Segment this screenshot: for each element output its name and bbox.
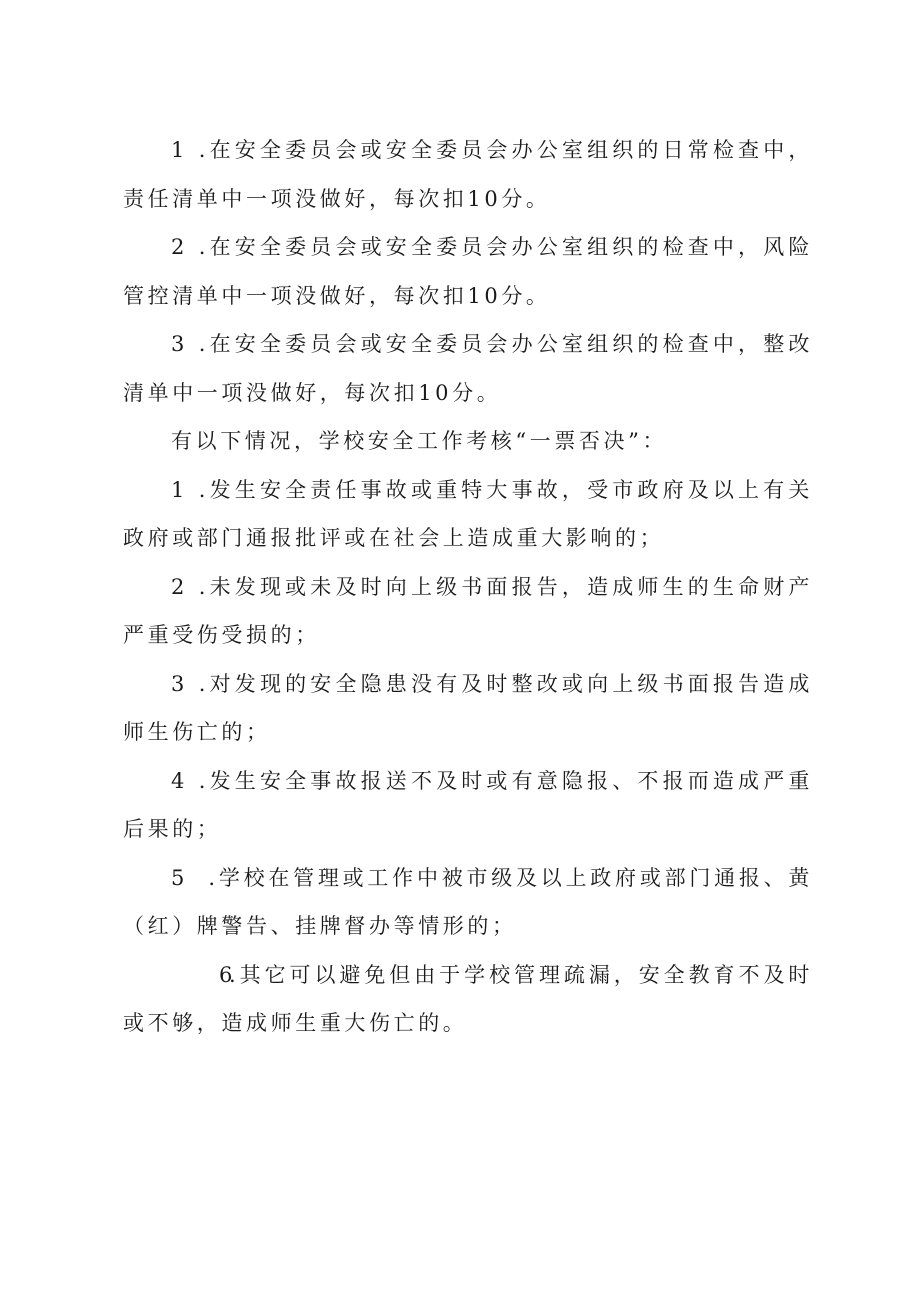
paragraph-3: 3 .在安全委员会或安全委员会办公室组织的检查中，整改清单中一项没做好，每次扣10分。	[123, 332, 813, 405]
paragraph-veto-4: 4 .发生安全事故报送不及时或有意隐报、不报而造成严重后果的；	[123, 768, 813, 841]
paragraph-veto-2: 2 .未发现或未及时向上级书面报告，造成师生的生命财产严重受伤受损的；	[123, 574, 813, 647]
item-number: 6	[219, 962, 233, 987]
document-body	[123, 126, 813, 1048]
paragraph-veto-1: 1 .发生安全责任事故或重特大事故，受市政府及以上有关政府或部门通报批评或在社会上造成重大影响的；	[123, 477, 813, 550]
paragraph-2: 2 .在安全委员会或安全委员会办公室组织的检查中，风险管控清单中一项没做好，每次扣10分。	[123, 235, 813, 308]
paragraph-1: 1 .在安全委员会或安全委员会办公室组织的日常检查中，责任清单中一项没做好，每次扣10分。	[123, 138, 813, 211]
item-text: .其它可以避免但由于学校管理疏漏，安全教育不及时或不够，造成师生重大伤亡的。	[123, 962, 813, 1035]
item-number: 5	[171, 865, 188, 890]
item-text: .学校在管理或工作中被市级及以上政府或部门通报、黄（红）牌警告、挂牌督办等情形的；	[123, 865, 813, 938]
paragraph-veto-5	[123, 854, 813, 951]
paragraph-veto-3: 3 .对发现的安全隐患没有及时整改或向上级书面报告造成师生伤亡的；	[123, 671, 813, 744]
paragraph-veto-6	[123, 951, 813, 1048]
paragraph-veto-heading: 有以下情况，学校安全工作考核“一票否决”：	[171, 429, 668, 453]
